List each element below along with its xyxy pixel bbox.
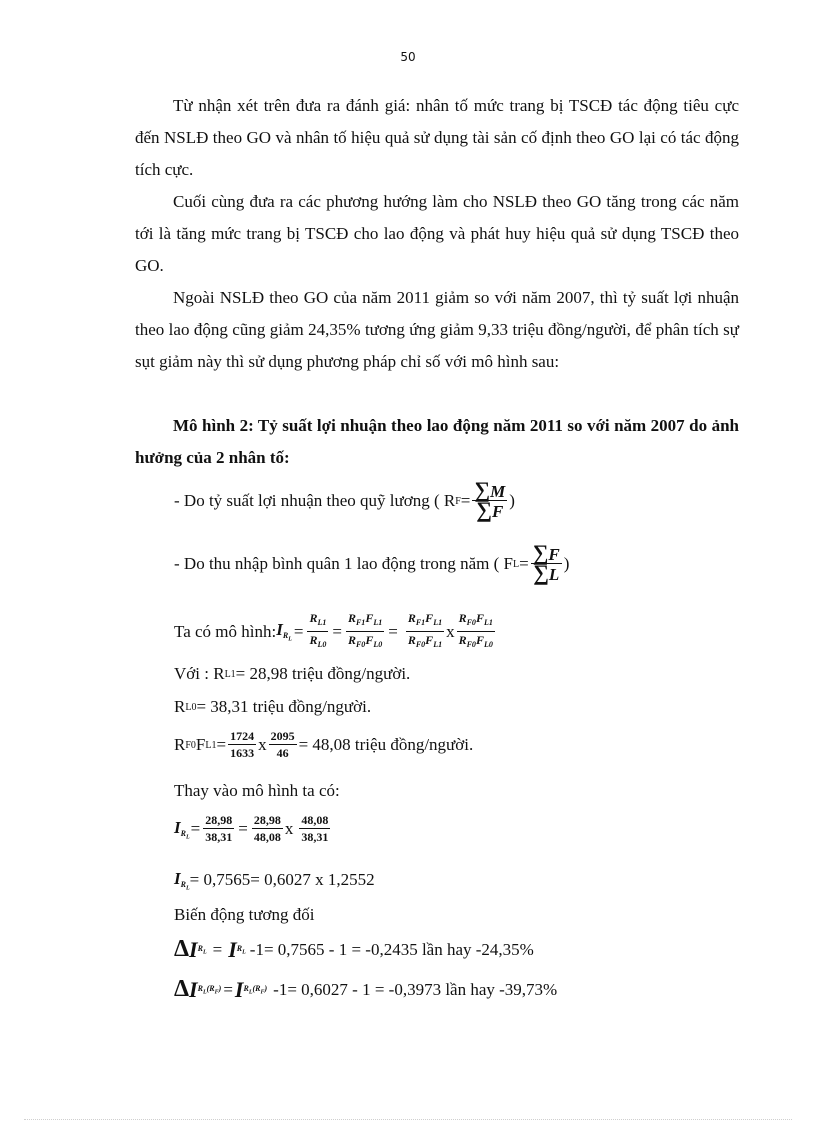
factor-rf-close: ): [509, 491, 515, 510]
model-frac-4: $\frac{R_{F0}F_{L1}}{R_{F0}F_{L0}}$: [458, 611, 493, 649]
model-label: Ta có mô hình:: [174, 621, 277, 641]
sigma-symbol: ∑: [474, 477, 491, 502]
relative-label: Biến động tương đối: [174, 905, 315, 924]
fraction-denominator: 38,31: [205, 830, 233, 844]
factor-rf-line: [174, 477, 515, 522]
index-symbol: $IR_L$: [276, 620, 292, 643]
rf0-label: R: [174, 735, 186, 754]
result-line: [174, 869, 375, 892]
delta-1-values: -1= 0,7565 - 1 = -0,2435 lần hay -24,35%: [249, 939, 534, 959]
delta-line-2: Δ I $R_L(R_F)$ = I $R_L(R_F)$ -1= 0,6027 - 1 = -0,3973 lần hay -39,73%: [174, 976, 558, 1002]
factor-fl-close: ): [563, 554, 570, 573]
rl1-label: Với : R: [174, 664, 225, 683]
factor-fl-sub: L: [513, 558, 520, 570]
rf0-result: = 48,08 triệu đồng/người.: [298, 735, 474, 754]
fraction-numerator: 1724: [230, 729, 255, 743]
model-formula: Ta có mô hình: $IR_L$ = $\frac{R_{L1}}{R_{L0}}$ = $\frac{R_{F1}F_{L1}}{R_{F0}F_{L0}}$ = $\frac{R_{F1}F_{L1}}{R_{F0}F_{L1}}$ x $\frac{R_{F0}F_{L1}}{R_{F0}F_{L0}}$: [174, 610, 497, 653]
rf0fl1-line: [174, 728, 473, 762]
fraction-2095-46: [269, 728, 297, 762]
factor-fl-line: [174, 540, 570, 585]
fraction-denominator: 48,08: [253, 830, 281, 844]
sigma-symbol: ∑: [532, 540, 549, 565]
sub-frac-3: [299, 812, 330, 846]
rl1-sub: L1: [224, 668, 236, 680]
paragraph-profit-decline: Ngoài NSLĐ theo GO của năm 2011 giảm so với năm 2007, thì tỷ suất lợi nhuận theo lao động cũng giảm 24,35% tương ứng giảm 9,33 triệu đồng/người, để phân tích sự sụt giảm này thì sử dụng phương pháp chỉ số với mô hình sau:: [135, 288, 739, 371]
factor-rf-fraction: [472, 477, 507, 522]
factor-rf-eq: =: [460, 491, 471, 510]
rl0-line: [174, 697, 371, 717]
fraction-1724-1633: [228, 728, 256, 762]
index-symbol: I: [189, 976, 198, 1002]
fl1-sub: L1: [205, 739, 217, 751]
delta-2-values: -1= 0,6027 - 1 = -0,3973 lần hay -39,73%: [273, 979, 558, 999]
index-symbol: I: [228, 936, 237, 962]
factor-rf-text: - Do tỷ suất lợi nhuận theo quỹ lương ( R: [174, 491, 456, 510]
multiply-sign: x: [284, 819, 294, 838]
factor-fl-numerator: F: [548, 545, 560, 564]
rl0-sub: L0: [185, 701, 197, 713]
fraction-numerator: 28,98: [253, 813, 281, 827]
delta-symbol: Δ: [174, 936, 190, 962]
fraction-numerator: 48,08: [301, 813, 329, 827]
delta-symbol: Δ: [174, 976, 190, 1002]
fraction-denominator: 1633: [230, 746, 255, 760]
factor-fl-denominator: L: [548, 565, 560, 584]
sigma-symbol: ∑: [476, 497, 492, 522]
sub-frac-1: [203, 812, 234, 846]
rl1-line: [174, 664, 410, 684]
index-symbol: $IR_L$: [174, 817, 190, 841]
rl0-value: = 38,31 triệu đồng/người.: [196, 697, 372, 716]
paragraph-directions: Cuối cùng đưa ra các phương hướng làm cho NSLĐ theo GO tăng trong các năm tới là tăng mức trang bị TSCĐ cho lao động và phát huy hiệu quả sử dụng TSCĐ theo GO.: [135, 192, 739, 275]
factor-fl-text: - Do thu nhập bình quân 1 lao động trong năm ( F: [174, 554, 514, 573]
result-values: = 0,7565= 0,6027 x 1,2552: [189, 870, 375, 890]
rl0-label: R: [174, 697, 186, 716]
model-x-sign: x: [446, 621, 455, 641]
fraction-numerator: 2095: [270, 729, 295, 743]
factor-rf-denominator: F: [491, 502, 504, 521]
fraction-denominator: 38,31: [301, 830, 329, 844]
index-symbol: $IR_L$: [174, 869, 190, 892]
substitute-label: Thay vào mô hình ta có:: [174, 781, 340, 800]
multiply-sign: x: [258, 735, 267, 754]
factor-fl-eq: =: [519, 554, 529, 573]
fraction-numerator: 28,98: [205, 813, 233, 827]
sigma-symbol: ∑: [533, 560, 549, 585]
rf0-eq: =: [216, 735, 227, 754]
model-2-heading: Mô hình 2: Tỷ suất lợi nhuận theo lao động năm 2011 so với năm 2007 do ảnh hưởng của 2 nhân tố:: [135, 416, 739, 467]
rl1-value: = 28,98 triệu đồng/người.: [235, 664, 411, 683]
rf0-sub: F0: [185, 739, 196, 751]
model-frac-3: $\frac{R_{F1}F_{L1}}{R_{F0}F_{L1}}$: [407, 611, 443, 649]
page-number: 50: [400, 50, 416, 64]
index-symbol: I: [234, 976, 244, 1002]
footer-divider: [24, 1119, 792, 1120]
sub-frac-2: [252, 812, 283, 846]
fraction-denominator: 46: [276, 746, 289, 760]
model-frac-1: $\frac{R_{L1}}{R_{L0}}$: [309, 611, 327, 649]
factor-rf-sub: F: [455, 495, 461, 507]
index-symbol: I: [189, 936, 198, 962]
substitution-formula: $IR_L$ = $\frac{28,98}{38,31}$ = $\frac{28,98}{48,08}$ x $\frac{48,08}{38,31}$: [174, 813, 329, 844]
paragraph-assessment: Từ nhận xét trên đưa ra đánh giá: nhân tố mức trang bị TSCĐ tác động tiêu cực đến NSLĐ theo GO và nhân tố hiệu quả sử dụng tài sản cố định theo GO lại có tác động tích cực.: [135, 96, 739, 179]
delta-line-1: Δ I $R_L$ = I $R_L$ -1= 0,7565 - 1 = -0,2435 lần hay -24,35%: [174, 936, 534, 962]
model-frac-2: $\frac{R_{F1}F_{L1}}{R_{F0}F_{L0}}$: [347, 611, 383, 649]
fl1-label: F: [195, 735, 206, 754]
factor-fl-fraction: [531, 540, 562, 585]
factor-rf-numerator: M: [490, 482, 506, 501]
